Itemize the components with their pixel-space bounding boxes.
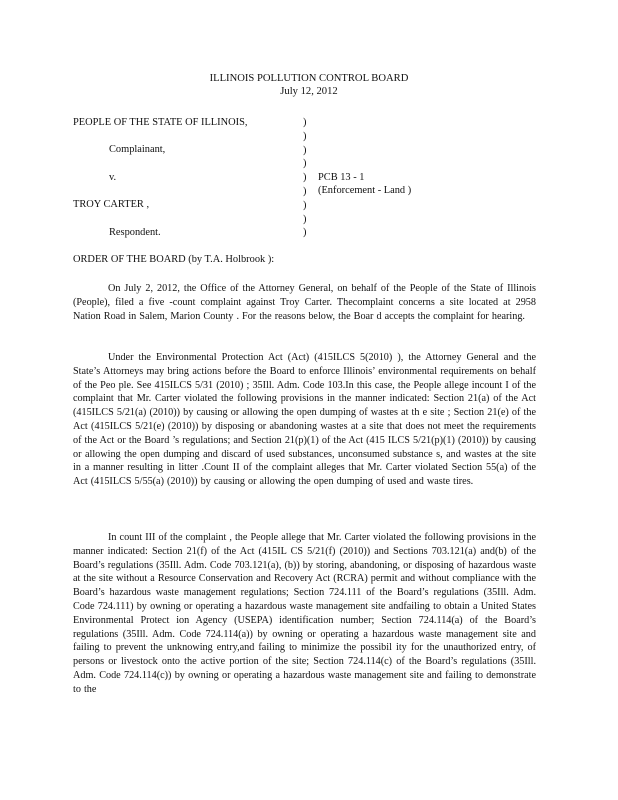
paragraph-intro: On July 2, 2012, the Office of the Attorney General, on behalf of the People of the State of Illinois (People), filed a five -count complaint against Troy Carter. Thecomplaint concerns a site located at 2958 Nation Road in Salem, Marion County . For the reasons below, the Boar d accepts the complaint for hearing.	[73, 283, 536, 322]
case-number: PCB 13 - 1	[318, 172, 365, 183]
complainant-label: Complainant,	[109, 144, 166, 155]
paragraph-count-one-two: Under the Environmental Protection Act (Act) (415ILCS 5(2010) ), the Attorney General and the State’s Attorneys may bring actions before the Board to enforce Illinois’ environmental requirements on behalf of the Peo ple. See 415ILCS 5/31 (2010) ; 35Ill. Adm. Code 103.In this case, the People allege incount I of the complaint that Mr. Carter violated the following provisions in the manner indicated: Section 21(a) of the Act (415ILCS 5/21(a) (2010)) by causing or allowing the open dumping of wastes at th e site ; Section 21(e) of the Act (415ILCS 5/21(e) (2010)) by disposing or abandoning wastes at a site that does not meet the requirements of the Act or the Board ’s regulations; and Section 21(p)(1) of the Act (415 ILCS 5/21(p)(1) (2010)) by causing or allowing the open dumping and discard of used substances, unconsumed substance s, and wastes at the site in a manner resulting in litter .Count II of the complaint alleges that Mr. Carter violated Section 55(a) of the Act (415ILCS 5/55(a) (2010)) by causing or allowing the open dumping of used and waste tires.	[73, 352, 536, 488]
caption-paren: )	[303, 158, 307, 170]
caption-paren: )	[303, 199, 307, 211]
order-heading: ORDER OF THE BOARD (by T.A. Holbrook ):	[73, 254, 275, 265]
caption-paren: )	[303, 117, 307, 128]
paragraph-count-three: In count III of the complaint , the People allege that Mr. Carter violated the following provisions in the manner indicated: Section 21(f) of the Act (415IL CS 5/21(f) (2010)) and Sections 703.121(a) and(b) of the Board’s regulations (35Ill. Adm. Code 703.121(a), (b)) by storing, abandoning, or disposing of hazardous waste at the site without a Resource Conservation and Recovery Act (RCRA) permit and without compliance with the Board’s hazardous waste management regulations; Section 724.111 of the Board’s regulations (35Ill. Adm. Code 724.111) by owning or operating a hazardous waste management site andfailing to obtain a United States Environmental Protect ion Agency (USEPA) identification number; Section 724.114(a) of the Board’s regulations (35Ill. Adm. Code 724.114(a)) by owning or operating a hazardous waste management site and failing to prevent the unknowing entry,and failing to minimize the possibil ity for the unauthorized entry, of persons or livestock onto the active portion of the site; Section 724.114(c) of the Board’s regulations (35Ill. Adm. Code 724.114(c)) by owning or operating a hazardous waste management site and failing to demonstrate to the	[73, 532, 536, 695]
caption-paren: )	[303, 213, 307, 225]
caption-paren: )	[303, 185, 307, 197]
versus-label: v.	[109, 172, 117, 183]
caption-paren: )	[303, 227, 307, 239]
respondent-label: Respondent.	[109, 227, 161, 238]
caption-paren: )	[303, 144, 307, 156]
caption-paren: )	[303, 130, 307, 142]
plaintiff-name: PEOPLE OF THE STATE OF ILLINOIS,	[73, 117, 248, 128]
caption-paren: )	[303, 172, 307, 184]
caption-parentheses	[303, 116, 313, 240]
document-date: July 12, 2012	[280, 86, 338, 97]
board-name: ILLINOIS POLLUTION CONTROL BOARD	[209, 73, 409, 84]
defendant-name: TROY CARTER ,	[73, 199, 150, 210]
case-type: (Enforcement - Land )	[318, 185, 412, 196]
